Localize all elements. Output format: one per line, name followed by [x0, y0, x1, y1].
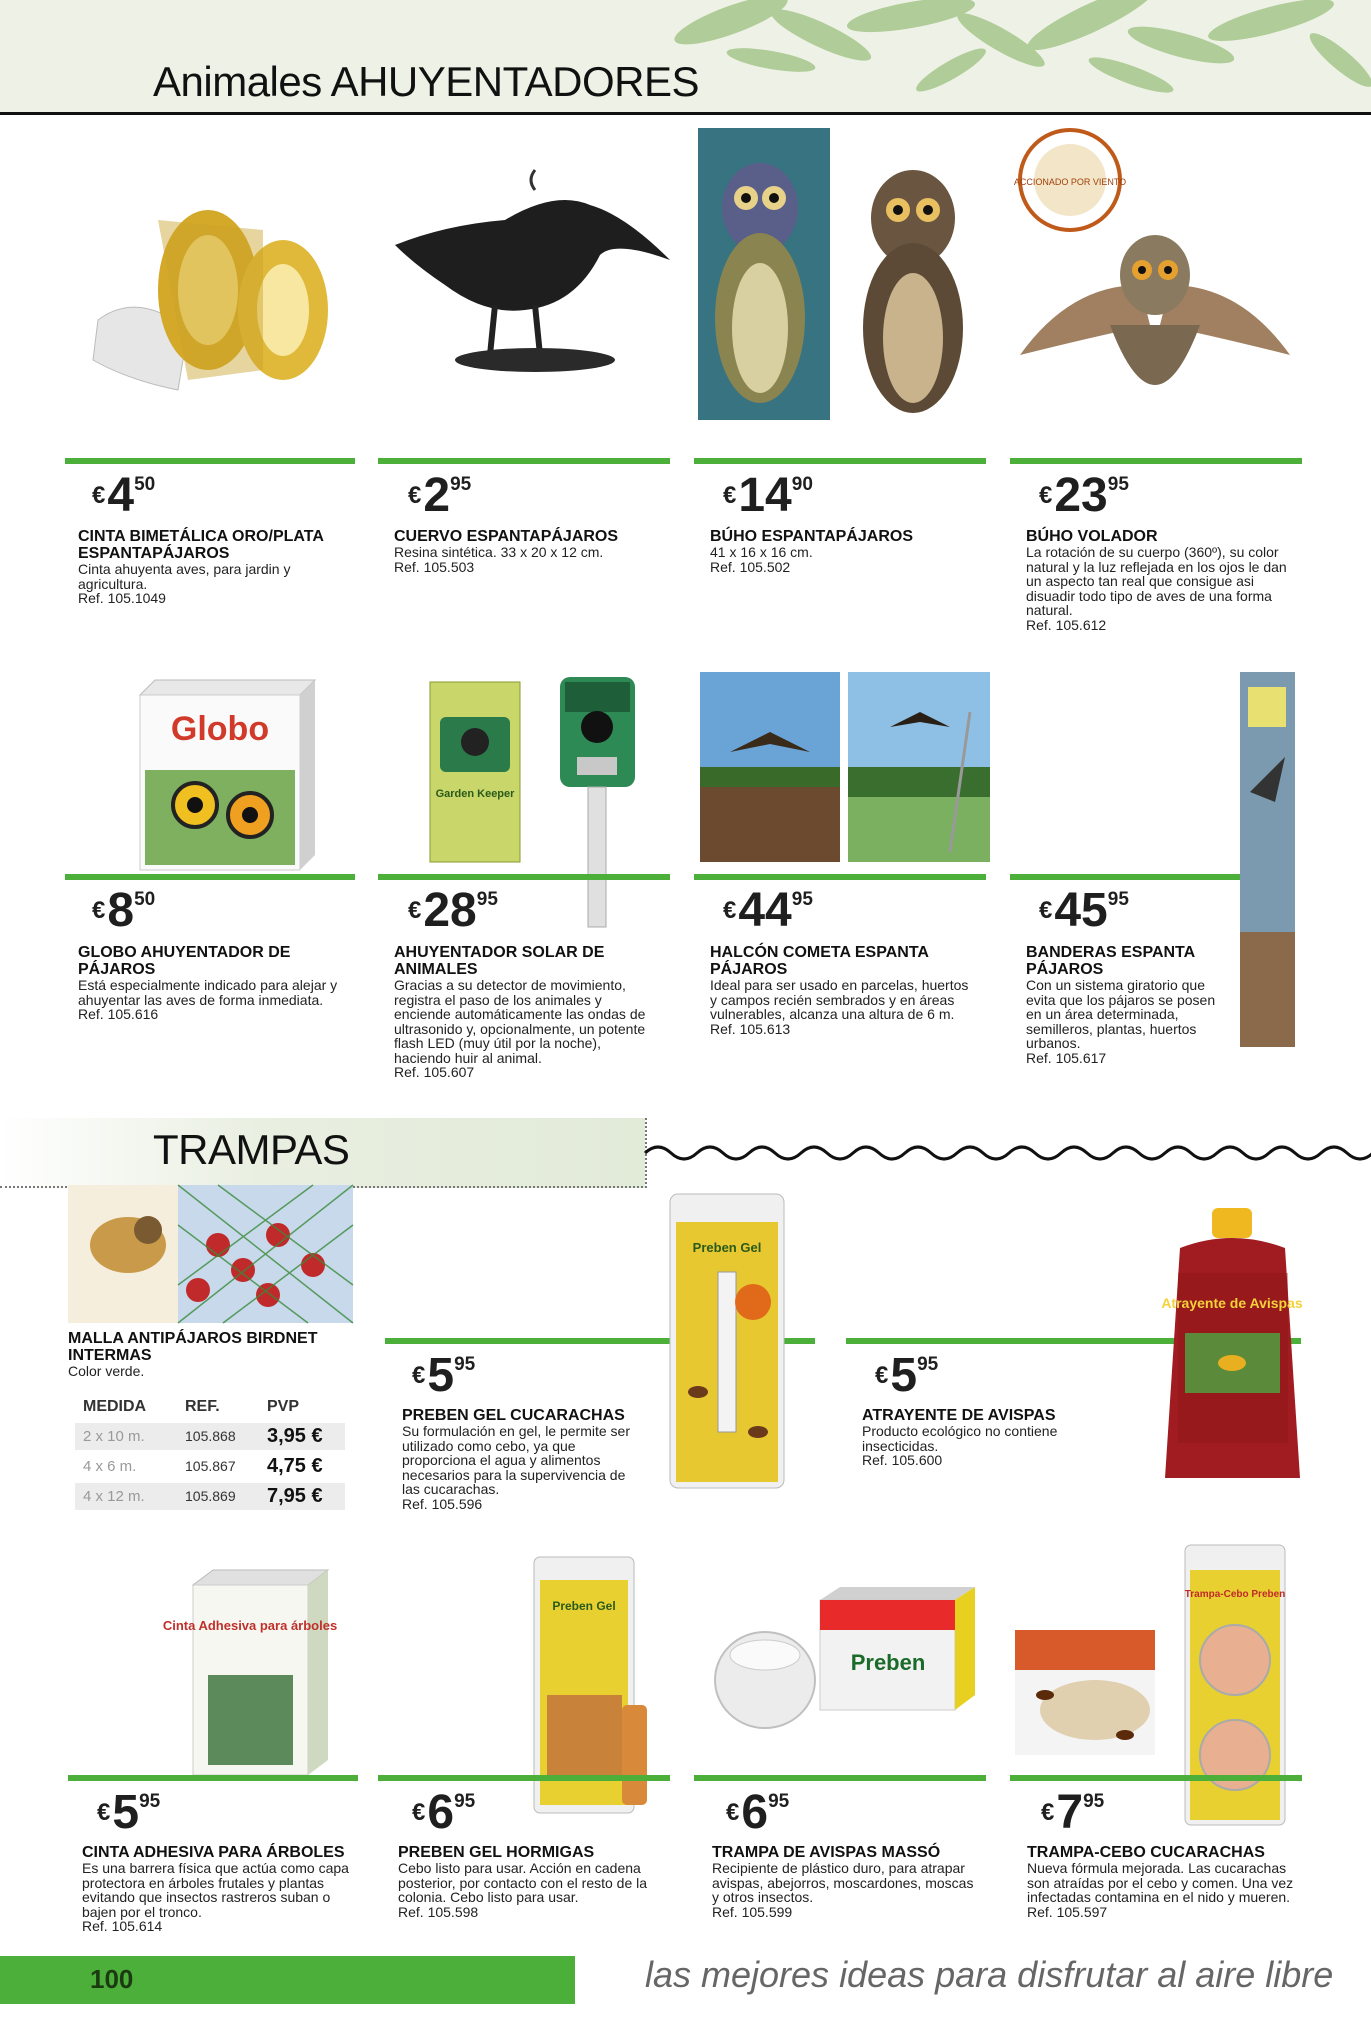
product-image-banderas: [1240, 672, 1295, 1047]
cell-ref: 105.868: [185, 1428, 236, 1444]
product-info: [394, 944, 659, 1080]
currency-symbol: €: [408, 481, 422, 509]
product-description: Recipiente de plástico duro, para atrapar avispas, abejorros, moscardones, moscas y otros insectos.: [712, 1860, 974, 1905]
price-decimal: 90: [791, 474, 813, 495]
price-integer: 23: [1054, 469, 1108, 522]
product-image-preben-gel-cucarachas: [668, 1192, 786, 1490]
product-name: AHUYENTADOR SOLAR DE ANIMALES: [394, 944, 605, 978]
currency-symbol: €: [408, 896, 422, 924]
price-decimal: 95: [139, 1791, 161, 1812]
product-name: TRAMPA DE AVISPAS MASSÓ: [712, 1844, 941, 1861]
product-name: HALCÓN COMETA ESPANTA PÁJAROS: [710, 944, 929, 978]
product-info: [1026, 528, 1296, 633]
product-info: [398, 1844, 658, 1920]
product-ref: Ref. 105.599: [712, 1903, 793, 1920]
product-ref: Ref. 105.597: [1027, 1903, 1108, 1920]
divider-line: [694, 874, 986, 880]
product-ref: Ref. 105.503: [394, 558, 475, 575]
section-title-trampas: TRAMPAS: [153, 1126, 350, 1173]
currency-symbol: €: [1039, 896, 1053, 924]
product-description: Cebo listo para usar. Acción en cadena posterior, por contacto con el resto de la colonia. Cebo listo para usar.: [398, 1860, 648, 1905]
product-name: ATRAYENTE DE AVISPAS: [862, 1407, 1056, 1424]
product-image-trampa-cebo: [1015, 1545, 1290, 1825]
price: [412, 1785, 475, 1840]
price-decimal: 95: [1083, 1791, 1105, 1812]
price: [723, 468, 813, 523]
divider-line: [378, 874, 670, 880]
price: [1041, 1785, 1104, 1840]
divider-line: [1010, 458, 1302, 464]
price: [875, 1348, 938, 1403]
currency-symbol: €: [723, 481, 737, 509]
price-decimal: 95: [1107, 474, 1129, 495]
divider-line: [378, 1775, 670, 1781]
currency-symbol: €: [92, 481, 106, 509]
product-info: [394, 528, 674, 575]
product-name: TRAMPA-CEBO CUCARACHAS: [1027, 1844, 1265, 1861]
table-header-medida: MEDIDA: [83, 1398, 147, 1415]
table-row: [75, 1483, 345, 1510]
divider-line: [1010, 1775, 1302, 1781]
product-ref: Ref. 105.1049: [78, 590, 166, 606]
preben-gel-label: Preben Gel: [692, 1240, 762, 1255]
product-image-atrayente-avispas: [1160, 1208, 1305, 1486]
cell-ref: 105.869: [185, 1488, 236, 1504]
price-integer: 28: [423, 884, 477, 937]
cell-pvp: 4,75 €: [267, 1455, 323, 1477]
product-ref: Ref. 105.600: [862, 1452, 943, 1468]
divider-line: [378, 458, 670, 464]
price: [92, 883, 155, 938]
product-name: CINTA BIMETÁLICA ORO/PLATA ESPANTAPÁJAROS: [78, 528, 324, 562]
cell-pvp: 3,95 €: [267, 1425, 323, 1447]
product-description: Ideal para ser usado en parcelas, huertos y campos recién sembrados y en áreas vulnerables, alcanza una altura de 6 m.: [710, 977, 969, 1022]
product-description: Cinta ahuyenta aves, para jardin y agricultura.: [78, 561, 291, 592]
product-description: Está especialmente indicado para alejar y ahuyentar las aves de forma inmediata.: [78, 977, 338, 1008]
price-integer: 6: [741, 1786, 769, 1839]
price: [412, 1348, 475, 1403]
preben-box-label: Preben: [850, 1650, 926, 1675]
cell-ref: 105.867: [185, 1458, 236, 1474]
product-image-cinta-bimetalica: [88, 180, 358, 400]
product-ref: Ref. 105.598: [398, 1903, 479, 1920]
price: [723, 883, 813, 938]
table-header-ref: REF.: [185, 1398, 220, 1415]
price: [408, 468, 471, 523]
price-integer: 2: [423, 469, 451, 522]
page-number: 100: [90, 1964, 134, 1994]
header-divider: [0, 112, 1371, 115]
product-ref: Ref. 105.613: [710, 1020, 791, 1037]
price: [92, 468, 155, 523]
price-decimal: 95: [476, 889, 498, 910]
price-decimal: 95: [917, 1354, 939, 1375]
product-info: [710, 528, 990, 575]
product-description: La rotación de su cuerpo (360º), su color natural y la luz reflejada en los ojos le dan un aspecto tan real que consigue asi disuadir todo tipo de aves de una forma natural.: [1026, 544, 1287, 618]
price-decimal: 95: [768, 1791, 790, 1812]
product-image-buho: [698, 128, 988, 420]
product-name: CINTA ADHESIVA PARA ÁRBOLES: [82, 1844, 345, 1861]
cell-medida: 2 x 10 m.: [83, 1428, 145, 1445]
price: [1039, 468, 1129, 523]
wind-seal-text: ACCIONADO POR VIENTO: [1013, 177, 1127, 187]
currency-symbol: €: [726, 1798, 740, 1826]
product-description: Resina sintética. 33 x 20 x 12 cm.: [394, 544, 604, 560]
divider-line: [694, 458, 986, 464]
footer-bar: [0, 1956, 575, 2004]
divider-line: [694, 1775, 986, 1781]
product-info: [862, 1407, 1102, 1468]
product-description: Nueva fórmula mejorada. Las cucarachas son atraídas por el cebo y comen. Una vez infectadas contamina en el nido y mueren.: [1027, 1860, 1294, 1905]
price-integer: 6: [427, 1786, 455, 1839]
product-info: [402, 1407, 647, 1512]
cinta-adhesiva-label: Cinta Adhesiva para árboles: [162, 1618, 338, 1633]
price-integer: 8: [107, 884, 135, 937]
product-info: [82, 1844, 352, 1934]
price-integer: 5: [427, 1349, 455, 1402]
product-name: CUERVO ESPANTAPÁJAROS: [394, 528, 619, 545]
product-name: PREBEN GEL HORMIGAS: [398, 1844, 595, 1861]
garden-keeper-label: Garden Keeper: [435, 788, 515, 800]
table-header-pvp: PVP: [267, 1398, 300, 1415]
page-title: Animales AHUYENTADORES: [153, 58, 700, 105]
product-description: Producto ecológico no contiene insecticidas.: [862, 1423, 1058, 1454]
table-row: [75, 1453, 345, 1480]
product-ref: Ref. 105.596: [402, 1495, 483, 1512]
product-name: MALLA ANTIPÁJAROS BIRDNET INTERMAS: [68, 1330, 318, 1364]
atrayente-label: Atrayente de Avispas: [1161, 1295, 1303, 1311]
leaf-decoration: [651, 0, 1371, 112]
product-ref: Ref. 105.612: [1026, 616, 1107, 633]
currency-symbol: €: [875, 1361, 889, 1389]
price-integer: 4: [107, 469, 135, 522]
product-image-buho-volador: [1010, 125, 1300, 425]
divider-line: [1010, 874, 1240, 880]
currency-symbol: €: [412, 1361, 426, 1389]
price: [408, 883, 498, 938]
price-decimal: 95: [454, 1791, 476, 1812]
product-name: BÚHO VOLADOR: [1026, 528, 1158, 545]
product-description: Gracias a su detector de movimiento, registra el paso de los animales y enciende automáticamente las ondas de ultrasonido y, opcionalmente, un potente flash LED (muy útil por la noche), haciendo huir al animal.: [394, 977, 646, 1066]
product-name: GLOBO AHUYENTADOR DE PÁJAROS: [78, 944, 291, 978]
price-decimal: 95: [1107, 889, 1129, 910]
price-table: [75, 1395, 345, 1515]
product-info: [1027, 1844, 1297, 1920]
product-image-cinta-adhesiva: [162, 1565, 338, 1780]
product-ref: Ref. 105.616: [78, 1006, 159, 1022]
price: [726, 1785, 789, 1840]
product-info: [712, 1844, 977, 1920]
product-ref: Ref. 105.607: [394, 1064, 475, 1080]
divider-line: [68, 1775, 358, 1781]
product-description: Es una barrera física que actúa como capa protectora en árboles frutales y plantas evitando que insectos rastreros suban o bajen por el tronco.: [82, 1860, 349, 1920]
product-info: [68, 1330, 358, 1379]
cell-medida: 4 x 12 m.: [83, 1488, 145, 1505]
price-decimal: 50: [134, 474, 156, 495]
currency-symbol: €: [1041, 1798, 1055, 1826]
product-image-malla: [68, 1185, 353, 1323]
price-integer: 14: [738, 469, 792, 522]
product-info: [1026, 944, 1231, 1066]
currency-symbol: €: [97, 1798, 111, 1826]
product-image-trampa-avispas: [710, 1585, 985, 1735]
price-integer: 7: [1056, 1786, 1084, 1839]
divider-line: [65, 874, 355, 880]
product-description: Color verde.: [68, 1363, 145, 1379]
price: [1039, 883, 1129, 938]
divider-line: [65, 458, 355, 464]
price-integer: 5: [112, 1786, 140, 1839]
wave-divider: [645, 1140, 1371, 1166]
price: [97, 1785, 160, 1840]
price-decimal: 50: [134, 889, 156, 910]
currency-symbol: €: [1039, 481, 1053, 509]
product-ref: Ref. 105.614: [82, 1918, 163, 1934]
trampa-cebo-label: Trampa-Cebo Preben: [1184, 1589, 1286, 1600]
price-integer: 5: [890, 1349, 918, 1402]
currency-symbol: €: [412, 1798, 426, 1826]
globo-brand: Globo: [170, 710, 270, 748]
product-name: PREBEN GEL CUCARACHAS: [402, 1407, 625, 1424]
product-description: Con un sistema giratorio que evita que los pájaros se posen en un área determinada, semilleros, plantas, huertos urbanos.: [1026, 977, 1216, 1051]
product-name: BANDERAS ESPANTA PÁJAROS: [1026, 944, 1195, 978]
footer-tagline: las mejores ideas para disfrutar al aire libre: [645, 1954, 1334, 1995]
price-integer: 44: [738, 884, 792, 937]
product-description: 41 x 16 x 16 cm.: [710, 544, 813, 560]
product-info: [78, 944, 348, 1022]
cell-medida: 4 x 6 m.: [83, 1458, 137, 1475]
product-info: [78, 528, 358, 606]
product-info: [710, 944, 975, 1037]
cell-pvp: 7,95 €: [267, 1485, 323, 1507]
product-image-cuervo: [385, 165, 675, 385]
currency-symbol: €: [92, 896, 106, 924]
table-row: [75, 1423, 345, 1450]
product-ref: Ref. 105.502: [710, 558, 791, 575]
price-decimal: 95: [450, 474, 472, 495]
product-ref: Ref. 105.617: [1026, 1049, 1107, 1066]
preben-gel-hormigas-label: Preben Gel: [552, 1599, 616, 1613]
product-name: BÚHO ESPANTAPÁJAROS: [710, 528, 913, 545]
currency-symbol: €: [723, 896, 737, 924]
price-decimal: 95: [454, 1354, 476, 1375]
product-image-halcon-cometa: [700, 672, 990, 862]
product-description: Su formulación en gel, le permite ser utilizado como cebo, ya que proporciona el agua y alimentos necesarios para la supervivencia de las cucarachas.: [402, 1423, 630, 1497]
product-image-globo: [135, 675, 320, 875]
price-decimal: 95: [791, 889, 813, 910]
price-integer: 45: [1054, 884, 1108, 937]
